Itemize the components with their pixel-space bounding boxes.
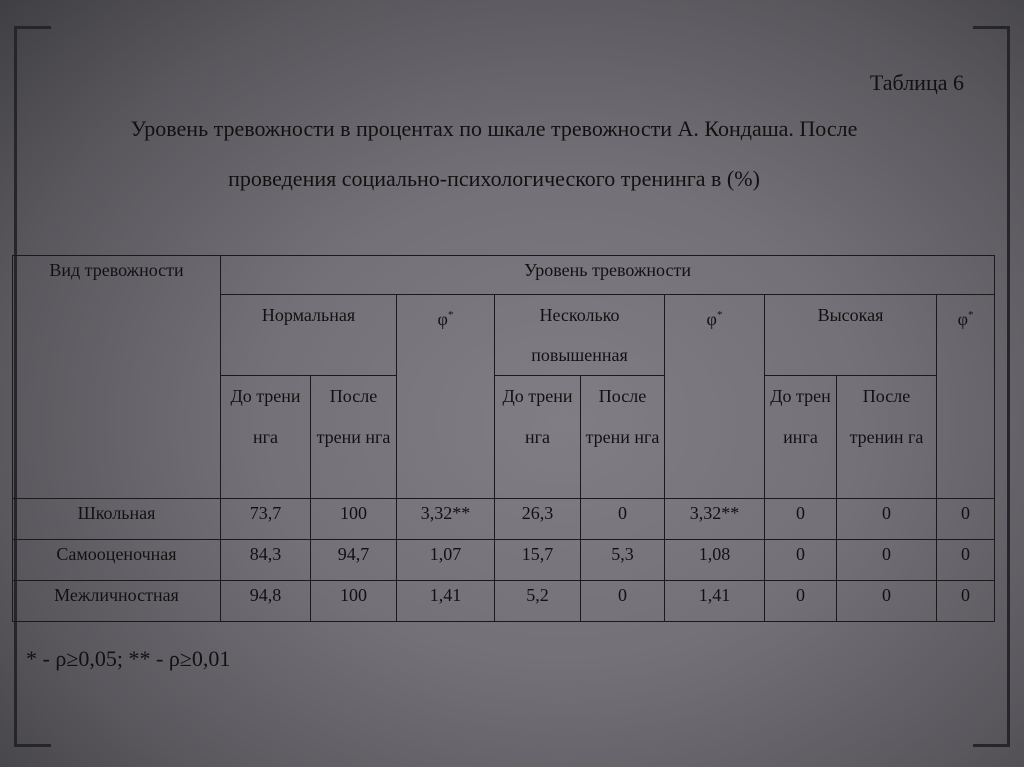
table-cell: 1,08 (665, 540, 765, 581)
table-cell: 26,3 (495, 499, 581, 540)
table-cell: 0 (937, 499, 995, 540)
header-anxiety-level: Уровень тревожности (221, 256, 995, 295)
row-label: Межличностная (13, 581, 221, 622)
table-cell: 100 (311, 581, 397, 622)
table-cell: 84,3 (221, 540, 311, 581)
table-cell: 3,32** (397, 499, 495, 540)
table-cell: 73,7 (221, 499, 311, 540)
table-title-line-2: проведения социально-психологического тренинга в (%) (228, 166, 760, 191)
significance-footnote: * - ρ≥0,05; ** - ρ≥0,01 (26, 646, 231, 671)
table-cell: 94,7 (311, 540, 397, 581)
table-cell: 0 (765, 499, 837, 540)
phi-symbol: φ (706, 309, 717, 329)
table-cell: 0 (581, 581, 665, 622)
header-level-normal: Нормальная (221, 295, 397, 376)
row-label: Школьная (13, 499, 221, 540)
table-cell: 1,07 (397, 540, 495, 581)
phi-star: * (967, 309, 974, 321)
table-title-line-1: Уровень тревожности в процентах по шкале тревожности А. Кондаша. После (130, 116, 858, 141)
header-phi-2 (665, 295, 765, 499)
row-label: Самооценочная (13, 540, 221, 581)
table-row (13, 581, 995, 622)
header-after-elevated: После трени нга (581, 376, 665, 499)
header-anxiety-type: Вид тревожности (13, 256, 221, 499)
table-cell: 5,2 (495, 581, 581, 622)
table-cell: 1,41 (397, 581, 495, 622)
header-before-high: До трен инга (765, 376, 837, 499)
phi-symbol: φ (957, 309, 968, 329)
header-after-high: После тренин га (837, 376, 937, 499)
table-cell: 0 (765, 581, 837, 622)
table-number: Таблица 6 (869, 70, 964, 95)
header-phi-3 (937, 295, 995, 499)
table-row (13, 540, 995, 581)
table-cell: 0 (765, 540, 837, 581)
phi-star: * (716, 309, 723, 321)
phi-symbol: φ (437, 309, 448, 329)
phi-star: * (447, 309, 454, 321)
header-phi-1 (397, 295, 495, 499)
table-cell: 100 (311, 499, 397, 540)
table-cell: 3,32** (665, 499, 765, 540)
table-cell: 0 (937, 581, 995, 622)
table-cell: 1,41 (665, 581, 765, 622)
table-cell: 5,3 (581, 540, 665, 581)
table-cell: 0 (837, 499, 937, 540)
anxiety-table (12, 255, 995, 622)
table-cell: 0 (937, 540, 995, 581)
table-cell: 15,7 (495, 540, 581, 581)
header-after-normal: После трени нга (311, 376, 397, 499)
header-before-normal: До трени нга (221, 376, 311, 499)
table-cell: 0 (581, 499, 665, 540)
header-level-elevated: Несколько повышенная (495, 295, 665, 376)
table-cell: 0 (837, 540, 937, 581)
table-row (13, 499, 995, 540)
header-level-high: Высокая (765, 295, 937, 376)
table-cell: 94,8 (221, 581, 311, 622)
table-cell: 0 (837, 581, 937, 622)
header-before-elevated: До трени нга (495, 376, 581, 499)
